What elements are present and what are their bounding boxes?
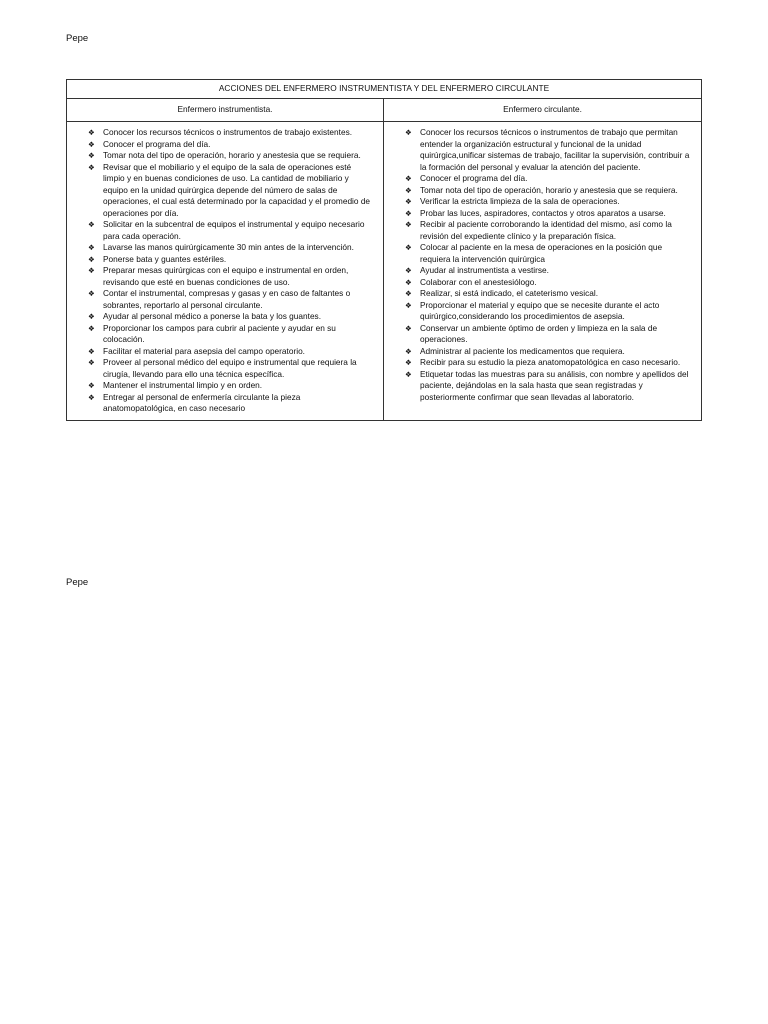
bullet-diamond-icon: ❖ xyxy=(405,346,412,356)
list-item xyxy=(384,242,693,265)
list-item xyxy=(384,323,693,346)
instrumentista-cell xyxy=(67,122,384,421)
list-item-text: Recibir para su estudio la pieza anatomopatológica en caso necesario. xyxy=(420,357,681,367)
list-item xyxy=(384,265,693,277)
bullet-diamond-icon: ❖ xyxy=(88,128,95,137)
second-page-header-name: Pepe xyxy=(66,577,89,588)
list-item xyxy=(67,346,375,358)
bullet-diamond-icon: ❖ xyxy=(88,323,95,333)
actions-table xyxy=(66,79,702,421)
table-heading-row xyxy=(67,99,702,122)
bullet-diamond-icon: ❖ xyxy=(405,300,412,310)
list-item-text: Tomar nota del tipo de operación, horario y anestesia que se requiera. xyxy=(103,150,361,160)
list-item-text: Proporcionar el material y equipo que se necesite durante el acto quirúrgico,considerando los procedimientos de asepsia. xyxy=(420,299,660,321)
list-item xyxy=(67,311,375,323)
list-item-text: Conocer los recursos técnicos o instrumentos de trabajo existentes. xyxy=(103,127,353,137)
list-item xyxy=(384,127,693,173)
bullet-diamond-icon: ❖ xyxy=(88,254,95,264)
list-item-text: Conocer el programa del día. xyxy=(420,173,528,183)
bullet-diamond-icon: ❖ xyxy=(88,392,95,402)
list-item xyxy=(67,288,375,311)
list-item xyxy=(384,288,693,300)
bullet-diamond-icon: ❖ xyxy=(88,162,95,172)
list-item-text: Solicitar en la subcentral de equipos el instrumental y equipo necesario para cada operación. xyxy=(103,219,365,241)
bullet-diamond-icon: ❖ xyxy=(405,266,412,275)
list-item xyxy=(384,300,693,323)
bullet-diamond-icon: ❖ xyxy=(405,185,412,195)
list-item-text: Conocer los recursos técnicos o instrumentos de trabajo que permitan entender la organización estructural y funcional de la unidad quirúrgica,unificar sistemas de trabajo, facilitar la supervisión, contribuir a la formación del personal y evaluar la atención del paciente. xyxy=(420,127,690,172)
list-item xyxy=(67,127,375,139)
list-item xyxy=(67,357,375,380)
bullet-diamond-icon: ❖ xyxy=(88,220,95,229)
list-item-text: Contar el instrumental, compresas y gasas y en caso de faltantes o sobrantes, reportarlo al personal circulante. xyxy=(103,288,351,310)
list-item-text: Proveer al personal médico del equipo e instrumental que requiera la cirugía, llevando para ello una técnica específica. xyxy=(103,357,357,379)
circulante-cell xyxy=(384,122,702,421)
bullet-diamond-icon: ❖ xyxy=(88,151,95,160)
list-item xyxy=(384,369,693,404)
list-item xyxy=(384,196,693,208)
column-heading-instrumentista: Enfermero instrumentista. xyxy=(67,99,384,122)
bullet-diamond-icon: ❖ xyxy=(405,358,412,367)
list-item-text: Ayudar al instrumentista a vestirse. xyxy=(420,265,549,275)
list-item-text: Recibir al paciente corroborando la identidad del mismo, así como la revisión del expediente clínico y la preparación física. xyxy=(420,219,672,241)
list-item-text: Etiquetar todas las muestras para su análisis, con nombre y apellidos del paciente, dejándolas en la sala hasta que sean registradas y posteriormente confirmar que sean llevadas al laboratorio. xyxy=(420,368,689,402)
bullet-diamond-icon: ❖ xyxy=(88,243,95,252)
list-item xyxy=(67,265,375,288)
list-item-text: Tomar nota del tipo de operación, horario y anestesia que se requiera. xyxy=(420,184,678,195)
bullet-diamond-icon: ❖ xyxy=(405,323,412,333)
list-item xyxy=(384,173,693,185)
list-item-text: Conservar un ambiente óptimo de orden y limpieza en la sala de operaciones. xyxy=(420,322,658,344)
list-item xyxy=(67,139,375,151)
bullet-diamond-icon: ❖ xyxy=(405,197,412,206)
list-item-text: Proporcionar los campos para cubrir al paciente y ayudar en su colocación. xyxy=(103,322,336,344)
list-item xyxy=(67,380,375,392)
list-item-text: Probar las luces, aspiradores, contactos y otros aparatos a usarse. xyxy=(420,207,666,218)
list-item xyxy=(384,357,693,369)
list-item-text: Colaborar con el anestesiólogo. xyxy=(420,276,537,287)
bullet-diamond-icon: ❖ xyxy=(88,381,95,390)
page-header-name: Pepe xyxy=(66,33,89,44)
list-item-text: Mantener el instrumental limpio y en orden. xyxy=(103,380,263,390)
list-item xyxy=(67,150,375,162)
bullet-diamond-icon: ❖ xyxy=(405,369,412,379)
list-item-text: Facilitar el material para asepsia del campo operatorio. xyxy=(103,345,305,356)
list-item xyxy=(67,162,375,220)
bullet-diamond-icon: ❖ xyxy=(405,220,412,229)
list-item xyxy=(67,392,375,415)
list-item xyxy=(67,242,375,254)
list-item-text: Preparar mesas quirúrgicas con el equipo e instrumental en orden, revisando que esté en buenas condiciones de uso. xyxy=(103,265,349,287)
list-item-text: Realizar, si está indicado, el cateterismo vesical. xyxy=(420,288,599,298)
list-item xyxy=(384,208,693,220)
list-item xyxy=(67,254,375,266)
list-item xyxy=(67,323,375,346)
table-title: ACCIONES DEL ENFERMERO INSTRUMENTISTA Y DEL ENFERMERO CIRCULANTE xyxy=(67,80,702,99)
bullet-diamond-icon: ❖ xyxy=(405,208,412,218)
bullet-diamond-icon: ❖ xyxy=(405,277,412,287)
bullet-diamond-icon: ❖ xyxy=(405,289,412,298)
list-item-text: Colocar al paciente en la mesa de operaciones en la posición que requiera la intervención quirúrgica xyxy=(420,242,663,264)
list-item-text: Entregar al personal de enfermería circulante la pieza anatomopatológica, en caso necesario xyxy=(103,391,301,413)
circulante-list xyxy=(384,127,693,403)
list-item-text: Lavarse las manos quirúrgicamente 30 min antes de la intervención. xyxy=(103,242,354,252)
bullet-diamond-icon: ❖ xyxy=(88,289,95,298)
table-body-row xyxy=(67,122,702,421)
column-heading-circulante: Enfermero circulante. xyxy=(384,99,702,122)
table-title-row xyxy=(67,80,702,99)
list-item-text: Ponerse bata y guantes estériles. xyxy=(103,253,227,264)
bullet-diamond-icon: ❖ xyxy=(405,128,412,137)
bullet-diamond-icon: ❖ xyxy=(405,243,412,252)
list-item-text: Conocer el programa del día. xyxy=(103,138,211,149)
bullet-diamond-icon: ❖ xyxy=(88,266,95,275)
list-item xyxy=(67,219,375,242)
list-item xyxy=(384,346,693,358)
bullet-diamond-icon: ❖ xyxy=(88,312,95,321)
bullet-diamond-icon: ❖ xyxy=(88,346,95,356)
list-item xyxy=(384,219,693,242)
list-item xyxy=(384,277,693,289)
bullet-diamond-icon: ❖ xyxy=(405,174,412,183)
list-item-text: Administrar al paciente los medicamentos que requiera. xyxy=(420,345,625,356)
instrumentista-list xyxy=(67,127,375,415)
list-item-text: Verificar la estricta limpieza de la sala de operaciones. xyxy=(420,196,620,206)
list-item-text: Ayudar al personal médico a ponerse la bata y los guantes. xyxy=(103,311,322,321)
bullet-diamond-icon: ❖ xyxy=(88,358,95,367)
list-item-text: Revisar que el mobiliario y el equipo de la sala de operaciones esté limpio y en buenas condiciones de uso. La cantidad de mobiliario y equipo en la unidad quirúrgica depende del número de salas de operaciones, el cual está determinado por la capacidad y el promedio de operaciones por día. xyxy=(103,161,371,218)
bullet-diamond-icon: ❖ xyxy=(88,139,95,149)
list-item xyxy=(384,185,693,197)
